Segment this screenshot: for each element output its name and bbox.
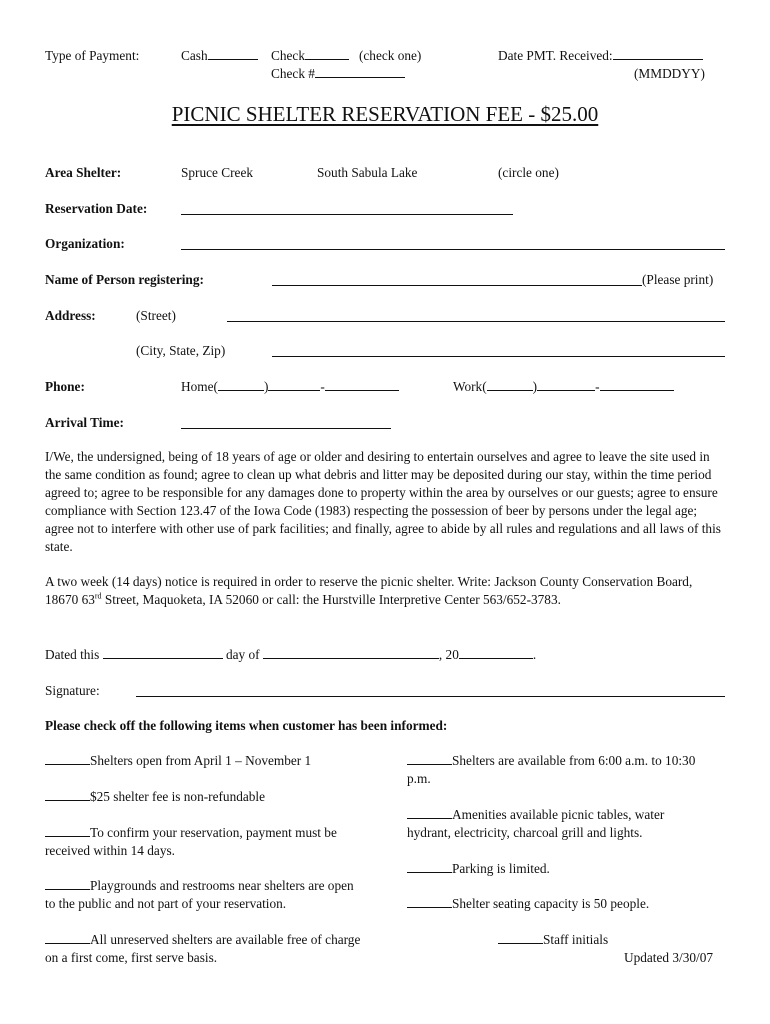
checkbox-blank[interactable] [45,824,90,837]
name-field[interactable] [272,285,642,286]
checkbox-blank[interactable] [45,752,90,765]
address-label: Address: [45,308,96,323]
phone-label: Phone: [45,379,85,394]
please-print-note: (Please print) [642,272,714,287]
staff-initials-label: Staff initials [543,932,609,947]
checkbox-blank[interactable] [45,877,90,890]
work-phone: Work( ) - [453,378,674,396]
home-phone: Home( ) - [181,378,399,396]
spruce-creek-option[interactable]: Spruce Creek [181,165,253,180]
checklist-item-text: All unreserved shelters are available free of charge on a first come, first serve basis. [45,932,361,965]
home-phone-label: Home( [181,379,218,394]
checkbox-blank[interactable] [407,806,452,819]
organization-label: Organization: [45,236,125,251]
street-field[interactable] [227,321,725,322]
checkbox-blank[interactable] [45,931,90,944]
reservation-date-field[interactable] [181,214,513,215]
date-format-note: (MMDDYY) [634,66,705,81]
date-received-label: Date PMT. Received: [498,48,613,63]
cash-option [181,47,258,65]
checklist-item-text: Shelter seating capacity is 50 people. [452,896,650,911]
check-option [271,47,421,65]
date-received [498,47,703,65]
dated-year-field[interactable] [459,646,533,659]
updated-date: Updated 3/30/07 [624,950,714,965]
circle-one-note: (circle one) [498,165,559,180]
check-one-note: (check one) [358,48,422,63]
agreement-text: I/We, the undersigned, being of 18 years of age or older and desiring to entertain ourselves and agree to leave the site used in the same condition as found; agree to clean up what debris and litter may be deposited during our stay, within the time period agreed to; agree to be responsible for any damages done to property within the area by ourselves or our guests; agree to ensure compliance with Section 123.47 of the Iowa Code (1983) respecting the possession of beer by persons under the legal age; agree not to interfere with other use of park facilities; and finally, agree to abide by all rules and regulations and all laws of this state. [45,449,721,554]
checklist-right-item-3 [407,860,707,878]
cash-blank[interactable] [208,47,258,60]
checkbox-blank[interactable] [45,788,90,801]
south-sabula-option[interactable]: South Sabula Lake [317,165,418,180]
payment-type-label: Type of Payment: [45,48,140,63]
date-received-blank[interactable] [613,47,703,60]
checklist-item-text: Shelters open from April 1 – November 1 [90,753,312,768]
checklist-heading: Please check off the following items when customer has been informed: [45,718,448,733]
area-shelter-label: Area Shelter: [45,165,122,180]
checklist-item-text: $25 shelter fee is non-refundable [90,789,266,804]
checklist-left-item-3 [45,824,365,860]
check-label: Check [271,48,305,63]
home-area-code-field[interactable] [218,378,264,391]
check-number [271,65,405,83]
check-blank[interactable] [305,47,349,60]
cash-label: Cash [181,48,208,63]
name-label: Name of Person registering: [45,272,204,287]
checklist-item-text: Playgrounds and restrooms near shelters are open to the public and not part of your reservation. [45,878,354,911]
checklist-left-item-4 [45,877,365,913]
checkbox-blank[interactable] [407,752,452,765]
staff-initials-field[interactable] [498,931,543,944]
checklist-item-text: Parking is limited. [452,861,550,876]
arrival-time-field[interactable] [181,428,391,429]
notice-part1: A two week (14 days) notice is required in order to reserve the picnic shelter. Write: Jackson County Conservation Board, 18670 63 [45,574,693,607]
signature-field[interactable] [136,696,725,697]
signature-label: Signature: [45,683,100,698]
notice-text [45,573,725,609]
checklist-item-text: Amenities available picnic tables, water hydrant, electricity, charcoal grill and lights. [407,807,665,840]
year-prefix-label: , 20 [438,647,459,662]
day-of-label: day of [225,647,260,662]
page-title: PICNIC SHELTER RESERVATION FEE - $25.00 [171,102,599,126]
work-number-field[interactable] [600,378,674,391]
city-field[interactable] [272,356,725,357]
checklist-item-text: To confirm your reservation, payment must be received within 14 days. [45,825,337,858]
reservation-date-label: Reservation Date: [45,201,148,216]
checklist-right-item-1 [407,752,707,788]
dated-month-field[interactable] [263,646,439,659]
checkbox-blank[interactable] [407,895,452,908]
checklist-right-item-4 [407,895,707,913]
checklist-item-text: Shelters are available from 6:00 a.m. to 10:30 p.m. [407,753,696,786]
work-area-code-field[interactable] [487,378,533,391]
check-number-blank[interactable] [315,65,405,78]
checklist-left-item-1 [45,752,365,770]
check-number-label: Check # [271,66,315,81]
city-label: (City, State, Zip) [136,343,226,358]
dated-day-field[interactable] [103,646,223,659]
home-number-field[interactable] [325,378,399,391]
checkbox-blank[interactable] [407,860,452,873]
notice-part2: Street, Maquoketa, IA 52060 or call: the Hurstville Interpretive Center 563/652-3783. [101,592,561,607]
work-phone-label: Work( [453,379,487,394]
checklist-left-item-2 [45,788,365,806]
checklist-left-item-5 [45,931,365,967]
arrival-time-label: Arrival Time: [45,415,124,430]
dated-this-label: Dated this [45,647,100,662]
checklist-right-item-2 [407,806,707,842]
dated-line: Dated this day of , 20 . [45,647,537,662]
staff-initials [498,931,608,949]
notice-sup: rd [94,591,102,601]
street-label: (Street) [136,308,176,323]
organization-field[interactable] [181,249,725,250]
home-prefix-field[interactable] [268,378,320,391]
work-prefix-field[interactable] [537,378,595,391]
